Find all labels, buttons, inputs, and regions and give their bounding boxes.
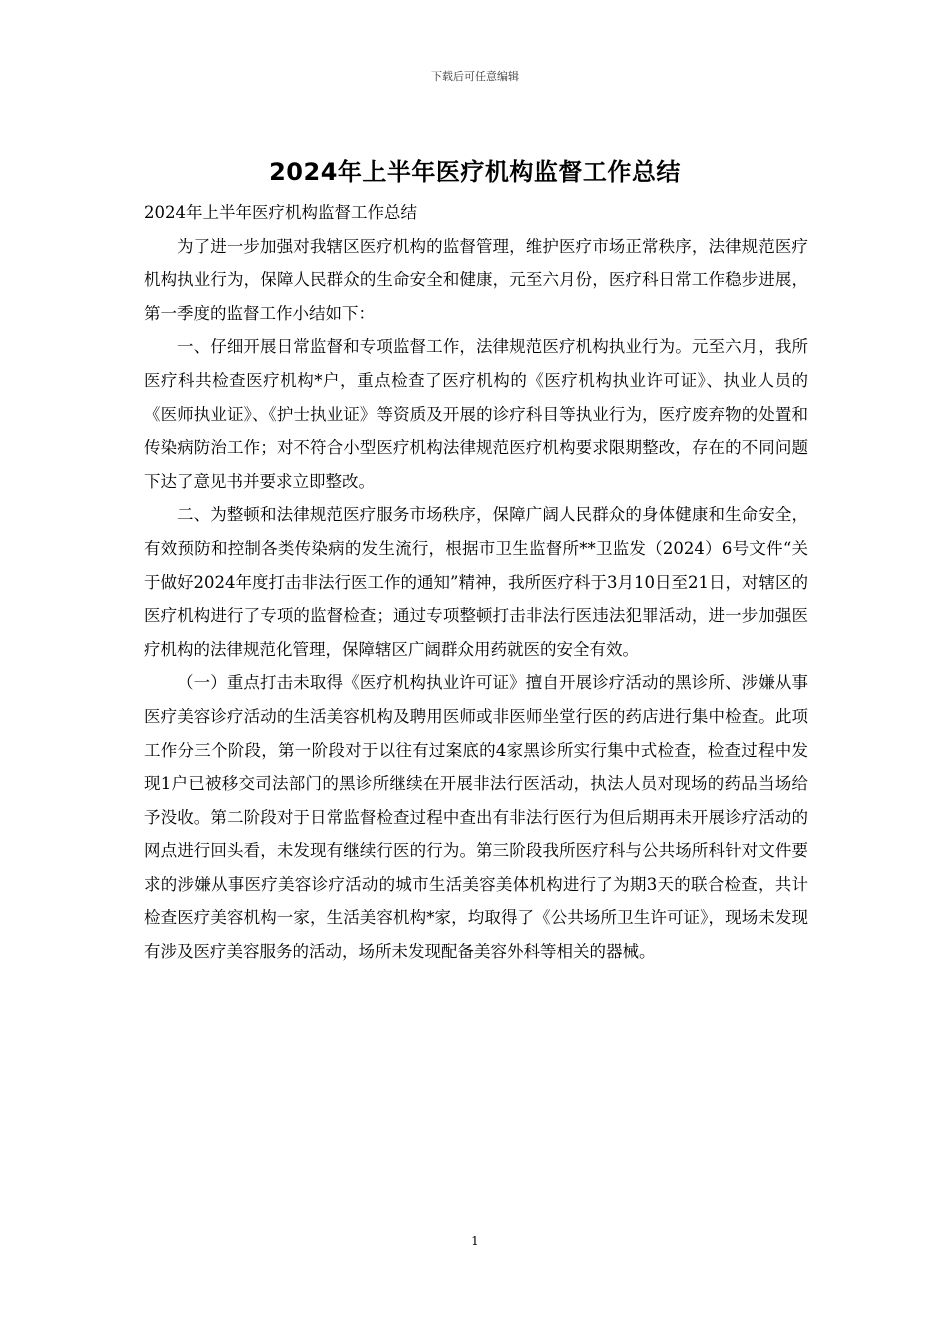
page-header-note: 下载后可任意编辑 — [431, 70, 519, 83]
page-number: 1 — [471, 1234, 479, 1248]
subtitle-line: 2024年上半年医疗机构监督工作总结 — [144, 203, 417, 222]
paragraph-section-2: 二、为整顿和法律规范医疗服务市场秩序，保障广阔人民群众的身体健康和生命安全，有效预防和控制各类传染病的发生流行，根据市卫生监督所**卫监发（2024）6号文件“关于做好2024年度打击非法行医工作的通知”精神，我所医疗科于3月10日至21日，对辖区的医疗机构进行了专项的监督检查；通过专项整顿打击非法行医违法犯罪活动，进一步加强医疗机构的法律规范化管理，保障辖区广阔群众用药就医的安全有效。 — [144, 505, 808, 659]
paragraph-section-2-1: （一）重点打击未取得《医疗机构执业许可证》擅自开展诊疗活动的黑诊所、涉嫌从事医疗美容诊疗活动的生活美容机构及聘用医师或非医师坐堂行医的药店进行集中检查。此项工作分三个阶段，第一阶段对于以往有过案底的4家黑诊所实行集中式检查，检查过程中发现1户已被移交司法部门的黑诊所继续在开展非法行医活动，执法人员对现场的药品当场给予没收。第二阶段对于日常监督检查过程中查出有非法行医行为但后期再未开展诊疗活动的网点进行回头看，未发现有继续行医的行为。第三阶段我所医疗科与公共场所科针对文件要求的涉嫌从事医疗美容诊疗活动的城市生活美容美体机构进行了为期3天的联合检查，共计检查医疗美容机构一家，生活美容机构*家，均取得了《公共场所卫生许可证》，现场未发现有涉及医疗美容服务的活动，场所未发现配备美容外科等相关的器械。 — [144, 673, 808, 962]
paragraph-section-1: 一、仔细开展日常监督和专项监督工作，法律规范医疗机构执业行为。元至六月，我所医疗科共检查医疗机构*户，重点检查了医疗机构的《医疗机构执业许可证》、执业人员的《医师执业证》、《护士执业证》等资质及开展的诊疗科目等执业行为，医疗废弃物的处置和传染病防治工作；对不符合小型医疗机构法律规范医疗机构要求限期整改，存在的不同问题下达了意见书并要求立即整改。 — [144, 337, 808, 491]
document-body — [144, 196, 808, 969]
document-title: 2024年上半年医疗机构监督工作总结 — [269, 158, 681, 186]
paragraph-intro: 为了进一步加强对我辖区医疗机构的监督管理，维护医疗市场正常秩序，法律规范医疗机构执业行为，保障人民群众的生命安全和健康，元至六月份，医疗科日常工作稳步进展，第一季度的监督工作小结如下： — [144, 236, 808, 323]
